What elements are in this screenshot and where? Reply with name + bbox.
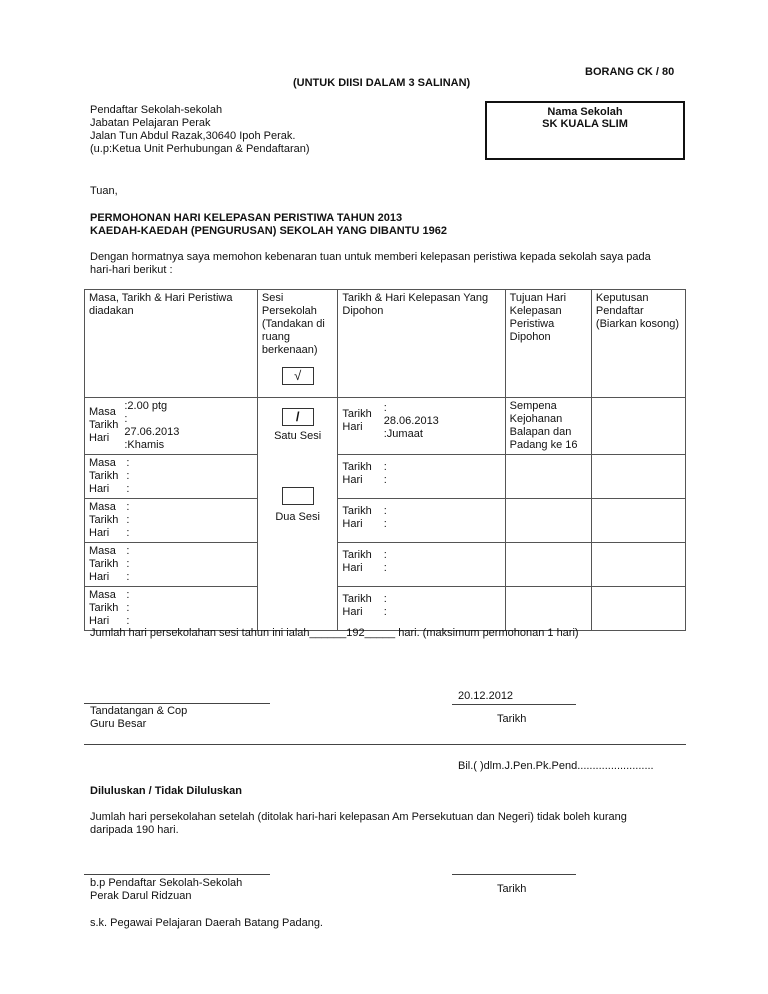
label-hari: Hari [342,474,363,486]
header-session [257,290,338,398]
decision-cell [591,398,685,455]
header-decision: Keputusan Pendaftar (Biarkan kosong) [591,290,685,398]
purpose-line: Sempena [509,400,557,412]
label-hari: Hari [342,421,363,433]
holiday-colon: : [383,518,387,530]
header-session-label: Sesi Persekolah (Tandakan di ruang berkenaan) [261,292,325,356]
purpose-cell [505,455,591,499]
label-hari: Hari [89,432,110,444]
holiday-colon: : [383,549,387,561]
decision-cell [591,587,685,631]
label-tarikh: Tarikh [342,461,372,473]
holiday-colon: : [383,606,387,618]
table-row [85,587,686,631]
event-colon: : [126,514,130,526]
decision-cell [591,499,685,543]
label-tarikh: Tarikh [89,514,119,526]
subject-line: KAEDAH-KAEDAH (PENGURUSAN) SEKOLAH YANG DIBANTU 1962 [90,225,447,237]
approver-block [90,877,242,903]
event-colon: : [126,602,130,614]
table-row [85,543,686,587]
approver-date-line [452,874,576,875]
event-cell [85,398,258,455]
school-name-box [485,101,685,160]
header-event: Masa, Tarikh & Hari Peristiwa diadakan [85,290,258,398]
section-divider [84,744,686,745]
event-colon: : [126,571,130,583]
label-tarikh: Tarikh [342,549,372,561]
intro-paragraph [90,251,651,277]
approver-line: b.p Pendaftar Sekolah-Sekolah [90,877,243,889]
purpose-cell [505,499,591,543]
event-colon: : [126,483,130,495]
label-tarikh: Tarikh [342,505,372,517]
label-tarikh: Tarikh [89,470,119,482]
school-box-label: Nama Sekolah [547,106,623,118]
label-hari: Hari [89,571,110,583]
label-hari: Hari [89,483,110,495]
label-hari: Hari [342,518,363,530]
decision-title: Diluluskan / Tidak Diluluskan [90,785,243,797]
label-hari: Hari [89,527,110,539]
table-row [85,398,686,455]
holiday-colon: : [383,505,387,517]
event-time: :2.00 ptg [124,400,168,412]
holiday-cell [338,398,505,455]
recipient-line: Jalan Tun Abdul Razak,30640 Ipoh Perak. [90,130,296,142]
signature-block [90,705,187,731]
event-cell [85,543,258,587]
event-colon: : [126,558,130,570]
purpose-cell [505,587,591,631]
decision-cell [591,543,685,587]
signature-label: Tandatangan & Cop [90,705,188,717]
event-day: :Khamis [124,439,165,451]
session-cell [257,398,338,631]
satu-sesi-label: Satu Sesi [274,430,322,442]
approver-date-label: Tarikh [497,883,527,895]
event-cell [85,499,258,543]
event-colon: : [126,615,130,627]
event-colon: : [126,457,130,469]
label-hari: Hari [89,615,110,627]
note-paragraph [90,811,680,837]
holiday-colon: : [383,461,387,473]
total-days-statement: Jumlah hari persekolahan sesi tahun ini ialah______192_____ hari. (maksimum permohonan 1 hari) [90,627,579,639]
holiday-colon: : [383,593,387,605]
intro-line: Dengan hormatnya saya memohon kebenaran tuan untuk memberi kelepasan peristiwa kepada sekolah saya pada [90,251,651,263]
holiday-colon: : [383,474,387,486]
copies-note: (UNTUK DIISI DALAM 3 SALINAN) [293,77,471,89]
purpose-line: Kejohanan [509,413,563,425]
header-purpose: Tujuan Hari Kelepasan Peristiwa Dipohon [505,290,591,398]
label-hari: Hari [342,562,363,574]
label-tarikh: Tarikh [342,593,372,605]
reference-line: Bil.( )dlm.J.Pen.Pk.Pend......................... [458,760,654,772]
purpose-line: Balapan dan [509,426,572,438]
event-colon: : [126,501,130,513]
event-colon: : [126,470,130,482]
event-colon: : [126,545,130,557]
table-row [85,455,686,499]
label-masa: Masa [89,589,116,601]
event-colon: : [126,527,130,539]
label-masa: Masa [89,457,116,469]
header-holiday-date: Tarikh & Hari Kelepasan Yang Dipohon [338,290,505,398]
label-masa: Masa [89,406,116,418]
holiday-colon: : [383,562,387,574]
label-tarikh: Tarikh [89,602,119,614]
salutation: Tuan, [90,185,118,197]
purpose-line: Padang ke 16 [509,439,578,451]
table-row [85,499,686,543]
signature-title: Guru Besar [90,718,147,730]
date-label: Tarikh [497,713,527,725]
carbon-copy: s.k. Pegawai Pelajaran Daerah Batang Padang. [90,917,323,929]
holiday-cell [338,587,505,631]
event-date: 27.06.2013 [124,426,180,438]
holiday-date: 28.06.2013 [383,415,439,427]
note-line: Jumlah hari persekolahan setelah (ditolak hari-hari kelepasan Am Persekutuan dan Negeri) tidak boleh kurang [90,811,627,823]
label-tarikh: Tarikh [89,558,119,570]
holiday-cell [338,543,505,587]
label-masa: Masa [89,501,116,513]
table-header-row [85,290,686,398]
event-colon: : [124,413,128,425]
holiday-day: :Jumaat [383,428,423,440]
recipient-line: Jabatan Pelajaran Perak [90,117,211,129]
school-name: SK KUALA SLIM [542,118,628,130]
recipient-line: Pendaftar Sekolah-sekolah [90,104,223,116]
label-tarikh: Tarikh [342,408,372,420]
date-value[interactable]: 20.12.2012 [458,690,514,702]
session-checkbox[interactable]: √ [282,367,314,385]
holiday-cell [338,499,505,543]
label-masa: Masa [89,545,116,557]
event-cell [85,587,258,631]
signature-line [84,703,270,704]
subject [90,212,447,238]
approver-line: Perak Darul Ridzuan [90,890,192,902]
recipient-address [90,104,310,156]
event-colon: : [126,589,130,601]
form-code: BORANG CK / 80 [585,66,675,78]
purpose-cell [505,543,591,587]
recipient-line: (u.p:Ketua Unit Perhubungan & Pendaftaran) [90,143,310,155]
note-line: daripada 190 hari. [90,824,179,836]
dua-sesi-label: Dua Sesi [275,511,320,523]
holiday-cell [338,455,505,499]
dua-sesi-checkbox[interactable] [282,487,314,505]
intro-line: hari-hari berikut : [90,264,173,276]
event-cell [85,455,258,499]
date-line [452,704,576,705]
label-hari: Hari [342,606,363,618]
subject-line: PERMOHONAN HARI KELEPASAN PERISTIWA TAHUN 2013 [90,212,403,224]
purpose-cell [505,398,591,455]
decision-cell [591,455,685,499]
holiday-colon: : [383,402,387,414]
label-tarikh: Tarikh [89,419,119,431]
approver-signature-line [84,874,270,875]
satu-sesi-checkbox[interactable]: / [282,408,314,426]
holiday-table [84,289,686,631]
